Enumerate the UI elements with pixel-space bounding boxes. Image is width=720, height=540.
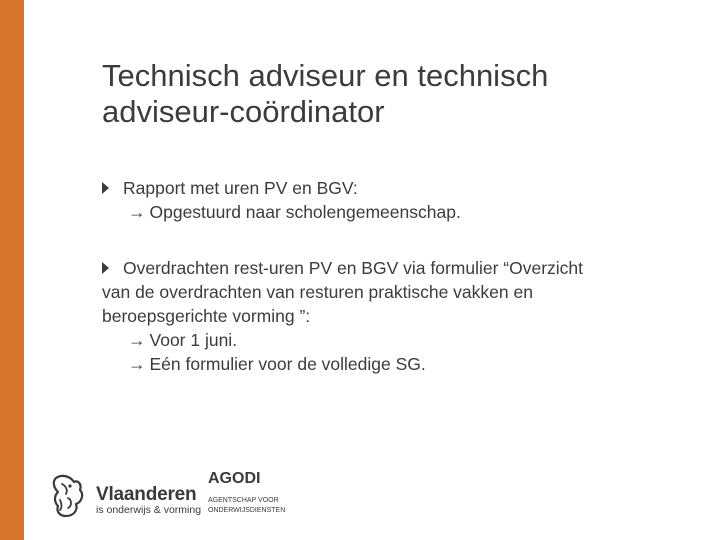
sub-item (102, 200, 682, 224)
bullet-item-report (102, 176, 682, 224)
arrow-right-icon: → (128, 354, 146, 374)
bullet-text-continued: beroepsgerichte vorming ”: (102, 306, 311, 326)
bullet-text: Rapport met uren PV en BGV: (123, 178, 358, 198)
title-line-2: adviseur-coördinator (102, 94, 385, 129)
agency-description (208, 496, 298, 515)
triangle-bullet-icon (102, 182, 109, 194)
slide-body (102, 176, 682, 376)
title-line-1: Technisch adviseur en technisch (102, 58, 549, 93)
bullet-item-transfers (102, 256, 682, 376)
sub-item (102, 352, 682, 376)
sub-item-text: Eén formulier voor de volledige SG. (149, 354, 426, 374)
agency-name: AGODI (208, 470, 261, 487)
bullet-text: Overdrachten rest-uren PV en BGV via formulier “Overzicht (123, 258, 584, 278)
slide-title (102, 58, 682, 130)
triangle-bullet-icon (102, 262, 109, 274)
bullet-text-continued: van de overdrachten van resturen praktische vakken en (102, 282, 533, 302)
accent-sidebar-bar (0, 0, 24, 540)
agency-description-line-2: ONDERWIJSDIENSTEN (208, 506, 286, 514)
organization-name: Vlaanderen (96, 484, 197, 505)
sub-item-text: Voor 1 juni. (149, 330, 238, 350)
arrow-right-icon: → (128, 330, 146, 350)
sub-item-text: Opgestuurd naar scholengemeenschap. (149, 202, 461, 222)
agency-description-line-1: AGENTSCHAP VOOR (208, 497, 279, 504)
organization-tagline: is onderwijs & vorming (96, 504, 202, 516)
flemish-lion-icon (48, 470, 90, 520)
arrow-right-icon: → (128, 202, 146, 222)
sub-item (102, 328, 682, 352)
